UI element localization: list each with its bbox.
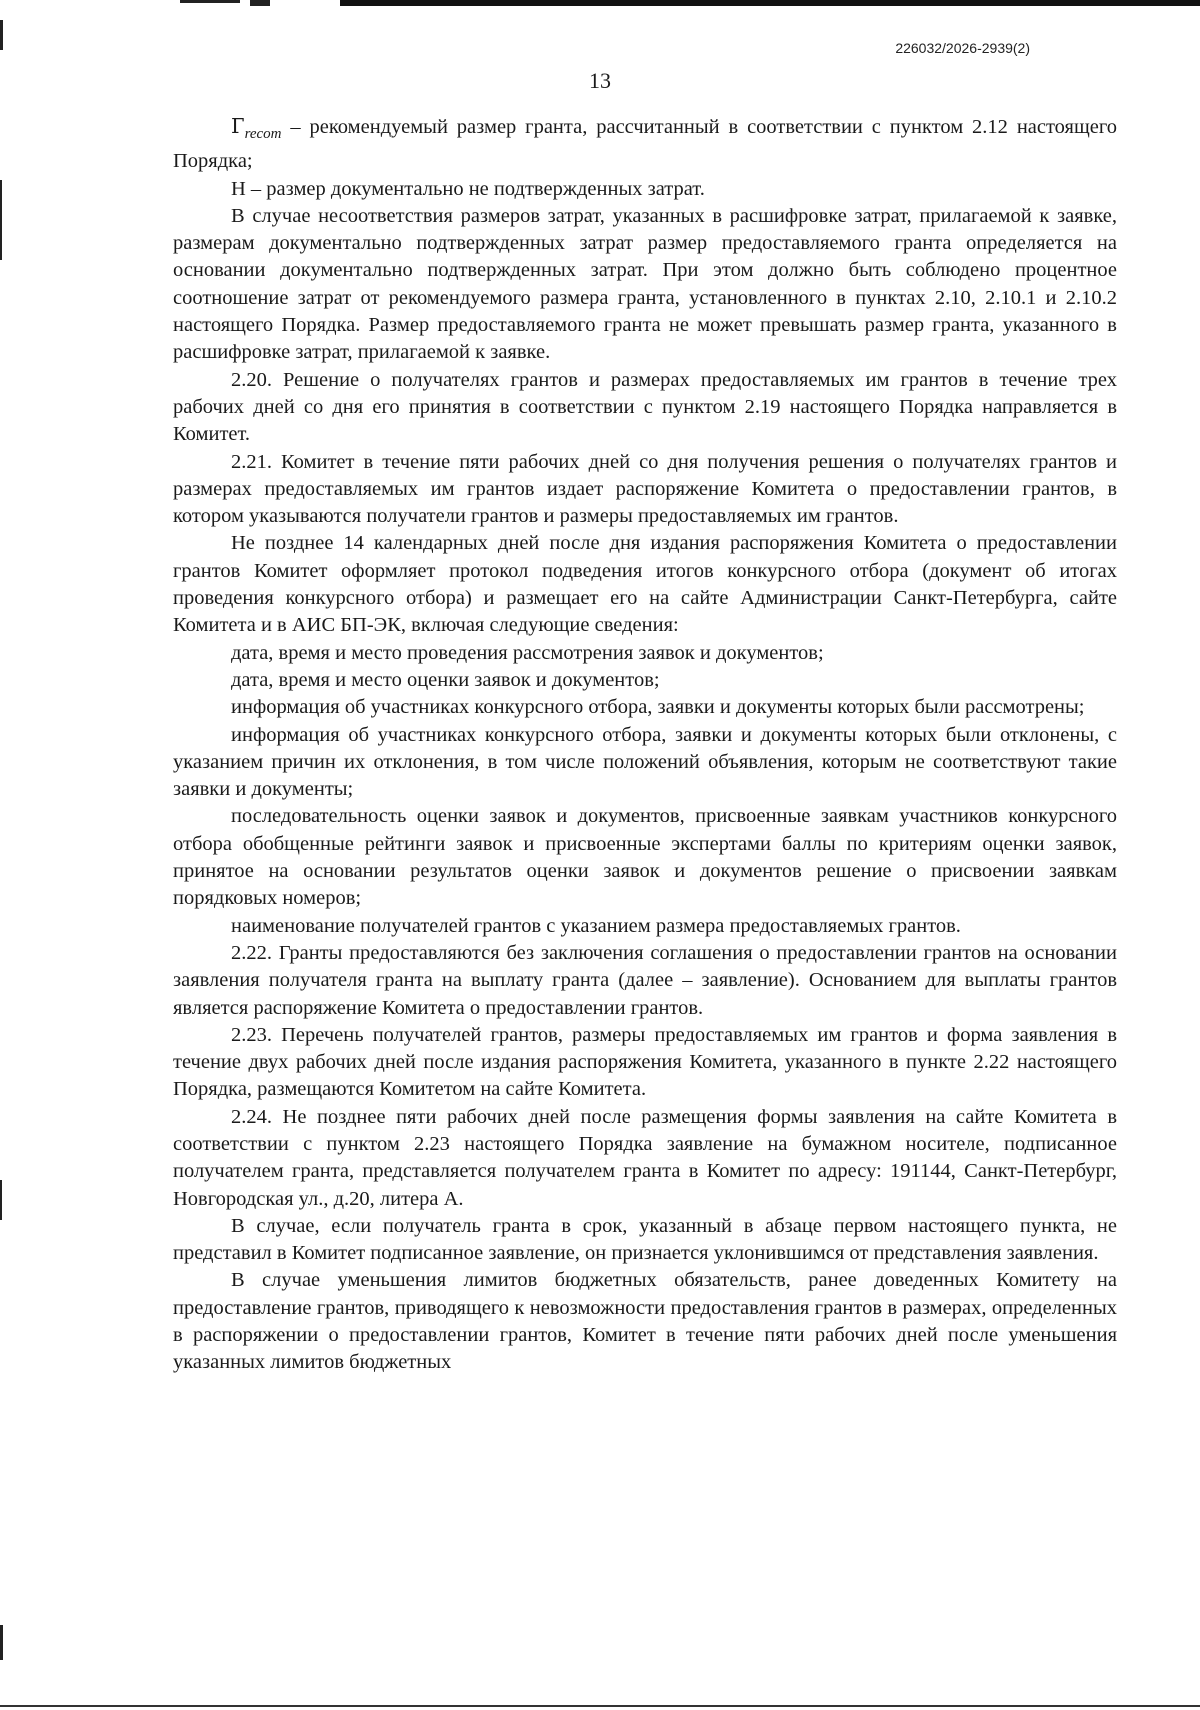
paragraph: В случае несоответствия размеров затрат, указанных в расшифровке затрат, прилагаемой к заявке, размерам документально подтвержденных затрат размер предоставляемого гранта определяется на основании документально подтвержденных затрат. При этом должно быть соблюдено процентное соотношение затрат от рекомендуемого размера гранта, установленного в пунктах 2.10, 2.10.1 и 2.10.2 настоящего Порядка. Размер предоставляемого гранта не может превышать размер гранта, указанного в расшифровке затрат, прилагаемой к заявке. [173,204,1117,364]
paragraph: 2.24. Не позднее пяти рабочих дней после размещения формы заявления на сайте Комитета в соответствии с пунктом 2.23 настоящего Порядка заявление на бумажном носителе, подписанное получателем гранта, представляется получателем гранта в Комитет по адресу: 191144, Санкт-Петербург, Новгородская ул., д.20, литера А. [173,1105,1117,1210]
formula-subscript: recom [244,126,282,142]
scan-left-mark [0,20,3,50]
paragraph: Не позднее 14 календарных дней после дня издания распоряжения Комитета о предоставлении грантов Комитет оформляет протокол подведения итогов конкурсного отбора (документ об итогах проведения конкурсного отбора) и размещает его на сайте Администрации Санкт-Петербурга, сайте Комитета и в АИС БП-ЭК, включая следующие сведения: [173,532,1117,637]
scan-top-mark [180,0,240,3]
scan-left-mark [0,1625,3,1660]
paragraph: В случае уменьшения лимитов бюджетных обязательств, ранее доведенных Комитету на предоставление грантов, приводящего к невозможности предоставления грантов в размерах, определенных в распоряжении о предоставлении грантов, Комитет в течение пяти рабочих дней после уменьшения указанных лимитов бюджетных [173,1269,1117,1374]
paragraph: Н – размер документально не подтвержденных затрат. [231,177,705,200]
list-item: наименование получателей грантов с указанием размера предоставляемых грантов. [231,914,961,937]
paragraph: 2.21. Комитет в течение пяти рабочих дней со дня получения решения о получателях грантов и размерах предоставляемых им грантов издает распоряжение Комитета о предоставлении грантов, в котором указываются получатели грантов и размеры предоставляемых им грантов. [173,450,1117,528]
scan-top-mark [250,0,270,6]
scan-left-mark [0,1180,2,1220]
paragraph: 2.23. Перечень получателей грантов, размеры предоставляемых им грантов и форма заявления в течение двух рабочих дней после издания распоряжения Комитета, указанного в пункте 2.22 настоящего Порядка, размещаются Комитетом на сайте Комитета. [173,1023,1117,1101]
list-item: информация об участниках конкурсного отбора, заявки и документы которых были рассмотрены; [231,696,1085,719]
list-item: дата, время и место оценки заявок и документов; [231,668,660,691]
list-item: последовательность оценки заявок и документов, присвоенные заявкам участников конкурсного отбора обобщенные рейтинги заявок и присвоенные экспертами баллы по критериям оценки заявок, принятое на основании результатов оценки заявок и документов решение о присвоении заявкам порядковых номеров; [173,805,1117,910]
list-item: информация об участниках конкурсного отбора, заявки и документы которых были отклонены, с указанием причин их отклонения, в том числе положений объявления, которым не соответствуют такие заявки и документы; [173,723,1117,801]
page-number: 13 [589,68,611,93]
scan-bottom-border [0,1705,1200,1707]
paragraph: 2.22. Гранты предоставляются без заключения соглашения о предоставлении грантов на основании заявления получателя гранта на выплату гранта (далее – заявление). Основанием для выплаты грантов является распоряжение Комитета о предоставлении грантов. [173,941,1117,1019]
paragraph: 2.20. Решение о получателях грантов и размерах предоставляемых им грантов в течение трех рабочих дней со дня его принятия в соответствии с пунктом 2.19 настоящего Порядка направляется в Комитет. [173,368,1117,446]
document-id: 226032/2026-2939(2) [895,40,1030,56]
scan-left-mark [0,180,2,260]
scan-top-border [340,0,1200,6]
paragraph: В случае, если получатель гранта в срок, указанный в абзаце первом настоящего пункта, не представил в Комитет подписанное заявление, он признается уклонившимся от представления заявления. [173,1214,1117,1265]
formula-definition-text: – рекомендуемый размер гранта, рассчитанный в соответствии с пунктом 2.12 настоящего Порядка; [173,116,1117,173]
list-item: дата, время и место проведения рассмотрения заявок и документов; [231,641,824,664]
paragraph-formula-definition [173,113,1117,176]
formula-symbol: Г [231,114,245,138]
document-body [173,113,1117,1377]
